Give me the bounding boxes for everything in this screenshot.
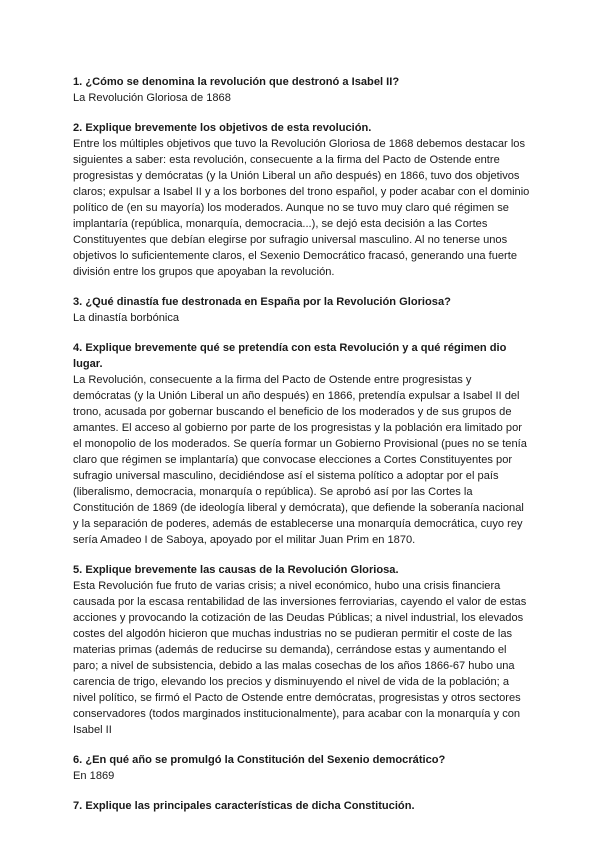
answer-1: La Revolución Gloriosa de 1868	[73, 92, 231, 104]
question-3: 3. ¿Qué dinastía fue destronada en España por la Revolución Gloriosa?	[73, 296, 451, 308]
question-4: 4. Explique brevemente qué se pretendía con esta Revolución y a qué régimen dio lugar.	[73, 342, 507, 370]
question-7: 7. Explique las principales características de dicha Constitución.	[73, 800, 415, 812]
answer-6: En 1869	[73, 770, 115, 782]
qa-item-1	[73, 74, 530, 106]
qa-item-7	[73, 798, 530, 814]
qa-item-2	[73, 120, 530, 280]
answer-3: La dinastía borbónica	[73, 312, 180, 324]
question-5: 5. Explique brevemente las causas de la Revolución Gloriosa.	[73, 564, 399, 576]
qa-item-4	[73, 340, 530, 548]
question-1: 1. ¿Cómo se denomina la revolución que destronó a Isabel II?	[73, 76, 400, 88]
answer-5: Esta Revolución fue fruto de varias crisis; a nivel económico, hubo una crisis financiera causada por la escasa rentabilidad de las inversiones ferroviarias, cayendo el valor de estas acciones y provocando la cotización de las Deudas Públicas; a nivel industrial, los elevados costes del algodón hicieron que muchas industrias no se pudieran permitir el coste de las materias primas (además de reducirse su demanda), cerrándose estas y aumentando el paro; a nivel de subsistencia, debido a las malas cosechas de los años 1866-67 hubo una carencia de trigo, elevando los precios y disminuyendo el nivel de vida de la población; a nivel político, se firmó el Pacto de Ostende entre demócratas, progresistas y otros sectores conservadores (todos marginados institucionalmente), para acabar con la monarquía y con Isabel II	[73, 580, 527, 736]
question-6: 6. ¿En qué año se promulgó la Constitución del Sexenio democrático?	[73, 754, 446, 766]
answer-4: La Revolución, consecuente a la firma del Pacto de Ostende entre progresistas y demócratas (y la Unión Liberal un año después) en 1866, pretendía expulsar a Isabel II del trono, acusada por gobernar buscando el beneficio de los moderados y de sus grupos de amantes. El acceso al gobierno por parte de los progresistas y la población era limitado por el monopolio de los moderados. Se quería formar un Gobierno Provisional (pues no se tenía claro que régimen se implantaría) que convocase elecciones a Cortes Constituyentes por sufragio universal masculino, decidiéndose así el sistema político a adoptar por el país (liberalismo, democracia, monarquía o república). Se aprobó así por las Cortes la Constitución de 1869 (de ideología liberal y demócrata), que defiende la soberanía nacional y la separación de poderes, además de establecerse una monarquía democrática, cuyo rey sería Amadeo I de Saboya, apoyado por el militar Juan Prim en 1870.	[73, 374, 527, 546]
question-2: 2. Explique brevemente los objetivos de esta revolución.	[73, 122, 372, 134]
qa-item-3	[73, 294, 530, 326]
answer-2: Entre los múltiples objetivos que tuvo la Revolución Gloriosa de 1868 debemos destacar los siguientes a saber: esta revolución, consecuente a la firma del Pacto de Ostende entre progresistas y demócratas (y la Unión Liberal un año después) en 1866, tuvo dos objetivos claros; expulsar a Isabel II y a los borbones del trono español, y poder acabar con el dominio político de (en su mayoría) los moderados. Aunque no se tuvo muy claro qué régimen se implantaría (república, monarquía, democracia...), se dejó esta decisión a las Cortes Constituyentes que debían elegirse por sufragio universal masculino. Al no tenerse unos objetivos lo suficientemente claros, el Sexenio Democrático fracasó, generando una fuerte división entre los grupos que apoyaban la revolución.	[73, 138, 530, 278]
qa-item-5	[73, 562, 530, 738]
qa-item-6	[73, 752, 530, 784]
